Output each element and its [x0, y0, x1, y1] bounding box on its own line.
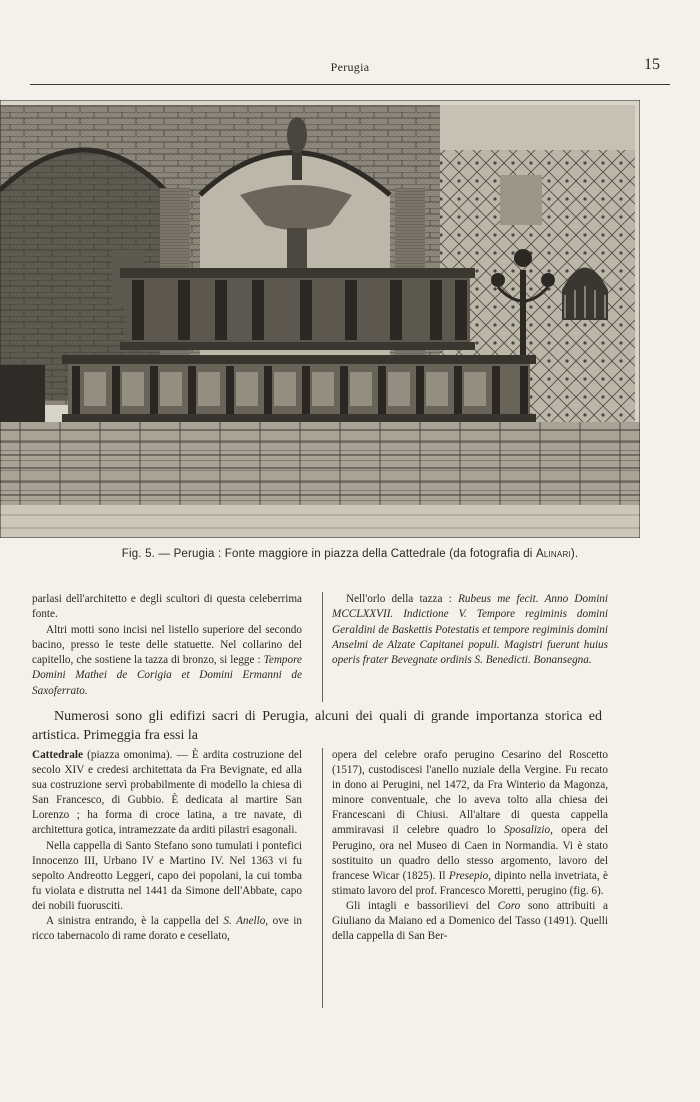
right-column-bottom: [322, 748, 608, 1008]
page-number: 15: [644, 56, 660, 73]
paragraph-text: Altri motti sono incisi nel listello superiore del secondo bacino, presso le teste delle statuette. Nel collarino del capitello, che sostiene la tazza di bronzo, si legge :: [32, 623, 302, 667]
running-header: [30, 50, 670, 85]
paragraph-text: Nell'orlo della tazza :: [346, 593, 452, 605]
paragraph: [332, 748, 608, 899]
lead-text: Numerosi sono gli edifizi sacri di Perugia, alcuni dei quali di grande importanza storica ed artistica. Primeggia fra essi la: [32, 709, 602, 743]
entry-heading: Cattedrale: [32, 749, 83, 761]
paragraph-text: sono attribuiti a Giuliano da Maiano ed a Domenico del Tasso (1491). Quelli della cappella di San Ber-: [332, 899, 609, 943]
emphasis: Coro: [497, 899, 521, 912]
paragraph-text: (piazza omonima). — È ardita costruzione del secolo XIV e credesi architettata da Fra Bevignate, ed alla sua costruzione servì probabilmente di modello la chiesa di San Francesco, di Gubbio. È dedicata al martire San Lorenzo ; ha forma di croce latina, a tre navate, di architettura gotica, intramezzate da arditi pilastri esagonali.: [32, 749, 303, 837]
paragraph-text: dipinto nella invetriata, è stimato lavoro del prof. Francesco Moretti, perugino (fig. 6).: [332, 869, 608, 897]
paragraph: parlasi dell'architetto e degli scultori di questa celeberrima fonte.: [32, 593, 302, 621]
emphasis: Sposalizio,: [504, 824, 553, 837]
right-column-top: [322, 592, 608, 702]
caption-suffix: ).: [570, 548, 579, 560]
paragraph-text: Gli intagli e bassorilievi del: [346, 899, 490, 912]
paragraph: [332, 899, 608, 944]
paragraph-text: opera del celebre orafo perugino Cesarino del Roscetto (1517), custodiscesi l'anello nuziale della Vergine. Fu recato in dono ai Perugini, nel 1472, da Fra Winterio da Magonza, minore conventuale, che lo aveva tolto alla chiesa dei Francescani di Chiusi. All'altare di questa cappella ammiravasi il celebre quadro lo: [332, 749, 608, 837]
paragraph: [32, 748, 302, 839]
emphasis: Presepio,: [448, 869, 492, 882]
latin-inscription: Rubeus me fecit. Anno Domini MCCLXXVII. Indictione V. Tempore regiminis domini Geraldini de Baskettis Potestatis et tempore regiminis domini Anselmi de Alzate Capitanei populi. Magistri fuerunt huius operis frater Bevegnate ordinis S. Benedicti. Bonansegna.: [332, 593, 608, 667]
lead-paragraph: [32, 707, 602, 745]
paragraph: [32, 914, 302, 944]
paragraph: Nella cappella di Santo Stefano sono tumulati i pontefici Innocenzo III, Urbano IV e Martino IV. Nel 1363 vi fu sepolto Andreotto Leggeri, capo dei popolani, la cui tomba fu violata e distrutta nel 1441 da Simone dell'Abbate, capo dei nobili fuorusciti.: [32, 839, 302, 912]
caption-text: Fig. 5. — Perugia : Fonte maggiore in piazza della Cattedrale (da fotografia di: [121, 548, 533, 560]
paragraph-text: ove in ricco tabernacolo di rame dorato e cesellato,: [32, 915, 303, 943]
left-column-bottom: [32, 748, 302, 944]
left-column-top: [32, 592, 302, 699]
latin-inscription: Tempore Domini Mathei de Corigia et Domini Ermanni de Saxoferrato.: [32, 654, 303, 697]
paragraph-text: opera del Perugino, ora nel Museo di Caen in Normandia. Vi è stato sostituito un quadro dello stesso argomento, lavoro del francese Wicar (1825). Il: [332, 824, 609, 882]
engraving-fonte-maggiore: [0, 100, 640, 538]
figure-caption: [40, 548, 660, 560]
paragraph: [32, 623, 302, 699]
paragraph: [332, 592, 608, 668]
emphasis: S. Anello,: [223, 915, 269, 928]
running-title: Perugia: [330, 60, 370, 74]
caption-credit: Alinari: [535, 548, 571, 560]
paragraph-text: A sinistra entrando, è la cappella del: [46, 915, 219, 928]
